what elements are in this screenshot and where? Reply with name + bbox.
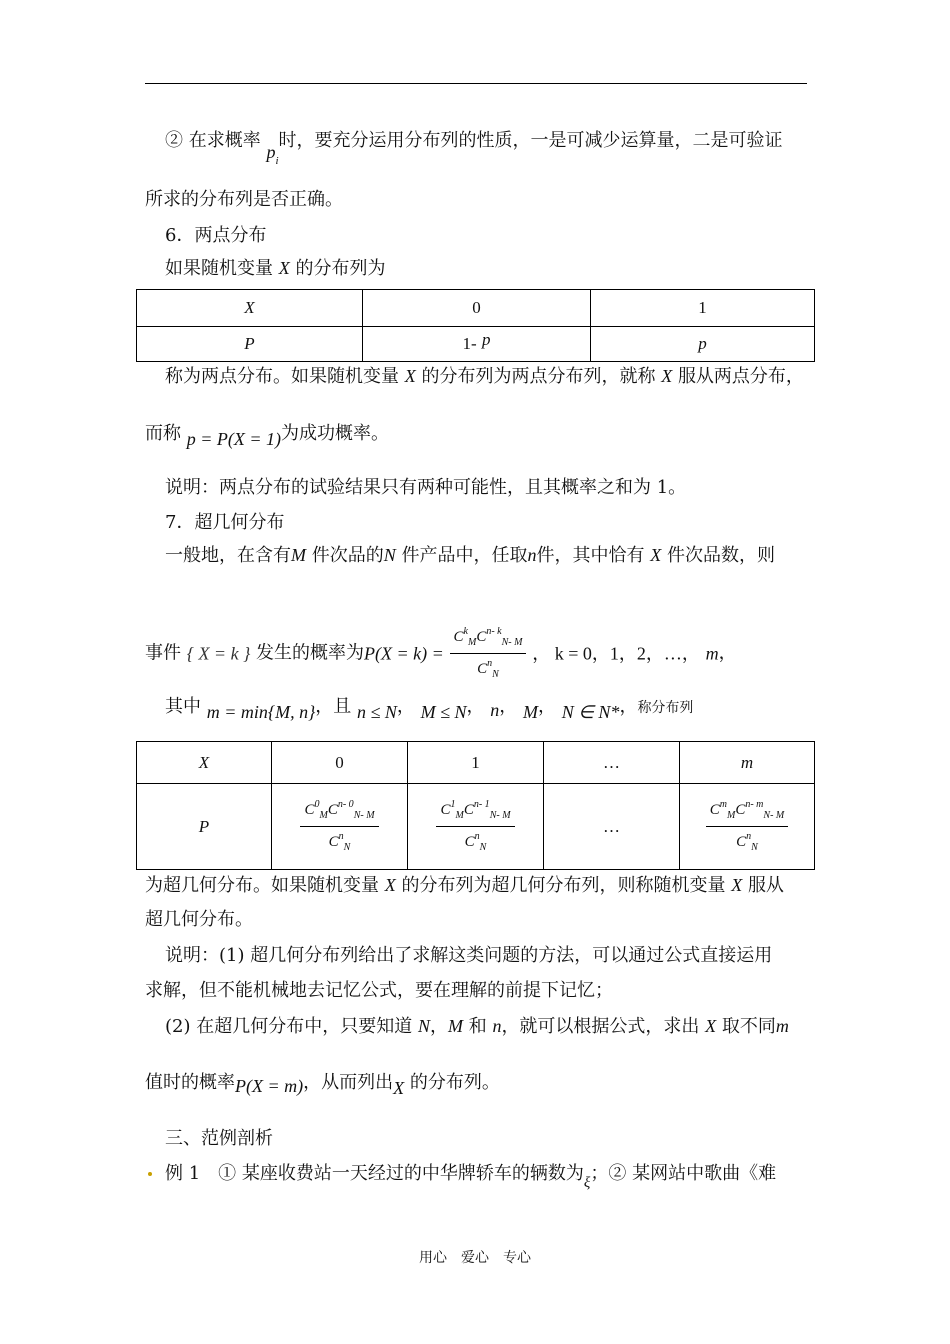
hypergeo-formula: $\frac{C^k_MC^{n- k}_{N- M}}{C^n_N}$ bbox=[450, 622, 527, 685]
section6-text1: 称为两点分布。如果随机变量 X 的分布列为两点分布列，就称 X 服从两点分布， bbox=[165, 366, 804, 387]
section3-heading: 三、范例剖析 bbox=[165, 1128, 273, 1149]
section7-p3: 其中 m = min{M, n}，且 n ≤ N， M ≤ N， n， M， N ∈ N*，称分布列 bbox=[165, 696, 694, 722]
table-cell: X bbox=[137, 742, 272, 784]
section7-heading: 7．超几何分布 bbox=[165, 512, 285, 533]
section6-heading: 6．两点分布 bbox=[165, 225, 267, 246]
bullet-dot bbox=[148, 1172, 152, 1176]
table-cell: P bbox=[137, 784, 272, 870]
section7-p5: 超几何分布。 bbox=[145, 909, 253, 930]
page-footer: 用心 爱心 专心 bbox=[419, 1250, 531, 1266]
table-cell: 1- p bbox=[363, 327, 591, 362]
hypergeometric-table bbox=[136, 741, 815, 870]
section6-intro: 如果随机变量 X 的分布列为 bbox=[165, 258, 386, 279]
section7-note3: (2) 在超几何分布中，只要知道 N，M 和 n，就可以根据公式，求出 X 取不同m bbox=[165, 1016, 789, 1037]
table-cell: 1 bbox=[591, 290, 815, 327]
table-cell: … bbox=[544, 742, 680, 784]
table-cell: P bbox=[137, 327, 363, 362]
section7-note4: 值时的概率P(X = m)，从而列出X 的分布列。 bbox=[145, 1072, 500, 1098]
section7-note2: 求解，但不能机械地去记忆公式，要在理解的前提下记忆； bbox=[145, 980, 613, 1001]
example-1: 例 1 ① 某座收费站一天经过的中华牌轿车的辆数为$_\xi$；② 某网站中歌曲《难 bbox=[165, 1163, 777, 1191]
table-cell: X bbox=[137, 290, 363, 327]
table-cell: $\frac{C^0_MC^{n- 0}_{N- M}}{C^n_N}$ bbox=[272, 784, 408, 870]
note2-line1: ② 在求概率 $p_i$时，要充分运用分布列的性质，一是可减少运算量，二是可验证 bbox=[165, 130, 783, 167]
section7-p4: 为超几何分布。如果随机变量 X 的分布列为超几何分布列，则称随机变量 X 服从 bbox=[145, 875, 784, 896]
table-cell: m bbox=[680, 742, 815, 784]
section6-text2: 而称 p = P(X = 1)为成功概率。 bbox=[145, 423, 390, 449]
table-cell: $\frac{C^m_MC^{n- m}_{N- M}}{C^n_N}$ bbox=[680, 784, 815, 870]
section7-note1: 说明：(1) 超几何分布列给出了求解这类问题的方法，可以通过公式直接运用 bbox=[165, 945, 773, 966]
table-cell: p bbox=[591, 327, 815, 362]
two-point-table bbox=[136, 289, 815, 362]
table-cell: … bbox=[544, 784, 680, 870]
header-rule bbox=[145, 83, 807, 84]
table-cell: 0 bbox=[363, 290, 591, 327]
table-cell: 1 bbox=[408, 742, 544, 784]
section6-note: 说明：两点分布的试验结果只有两种可能性，且其概率之和为 1。 bbox=[165, 477, 687, 498]
section7-p2: 事件 { X = k } 发生的概率为P(X = k) = $\frac{C^k_MC^{n- k}_{N- M}}{C^n_N}$ ， k = 0，1，2，…， m， bbox=[145, 622, 737, 672]
table-cell: 0 bbox=[272, 742, 408, 784]
note2-line2: 所求的分布列是否正确。 bbox=[145, 189, 343, 210]
section7-p1: 一般地，在含有M 件次品的N 件产品中，任取n件，其中恰有 X 件次品数，则 bbox=[165, 545, 775, 566]
table-cell: $\frac{C^1_MC^{n- 1}_{N- M}}{C^n_N}$ bbox=[408, 784, 544, 870]
